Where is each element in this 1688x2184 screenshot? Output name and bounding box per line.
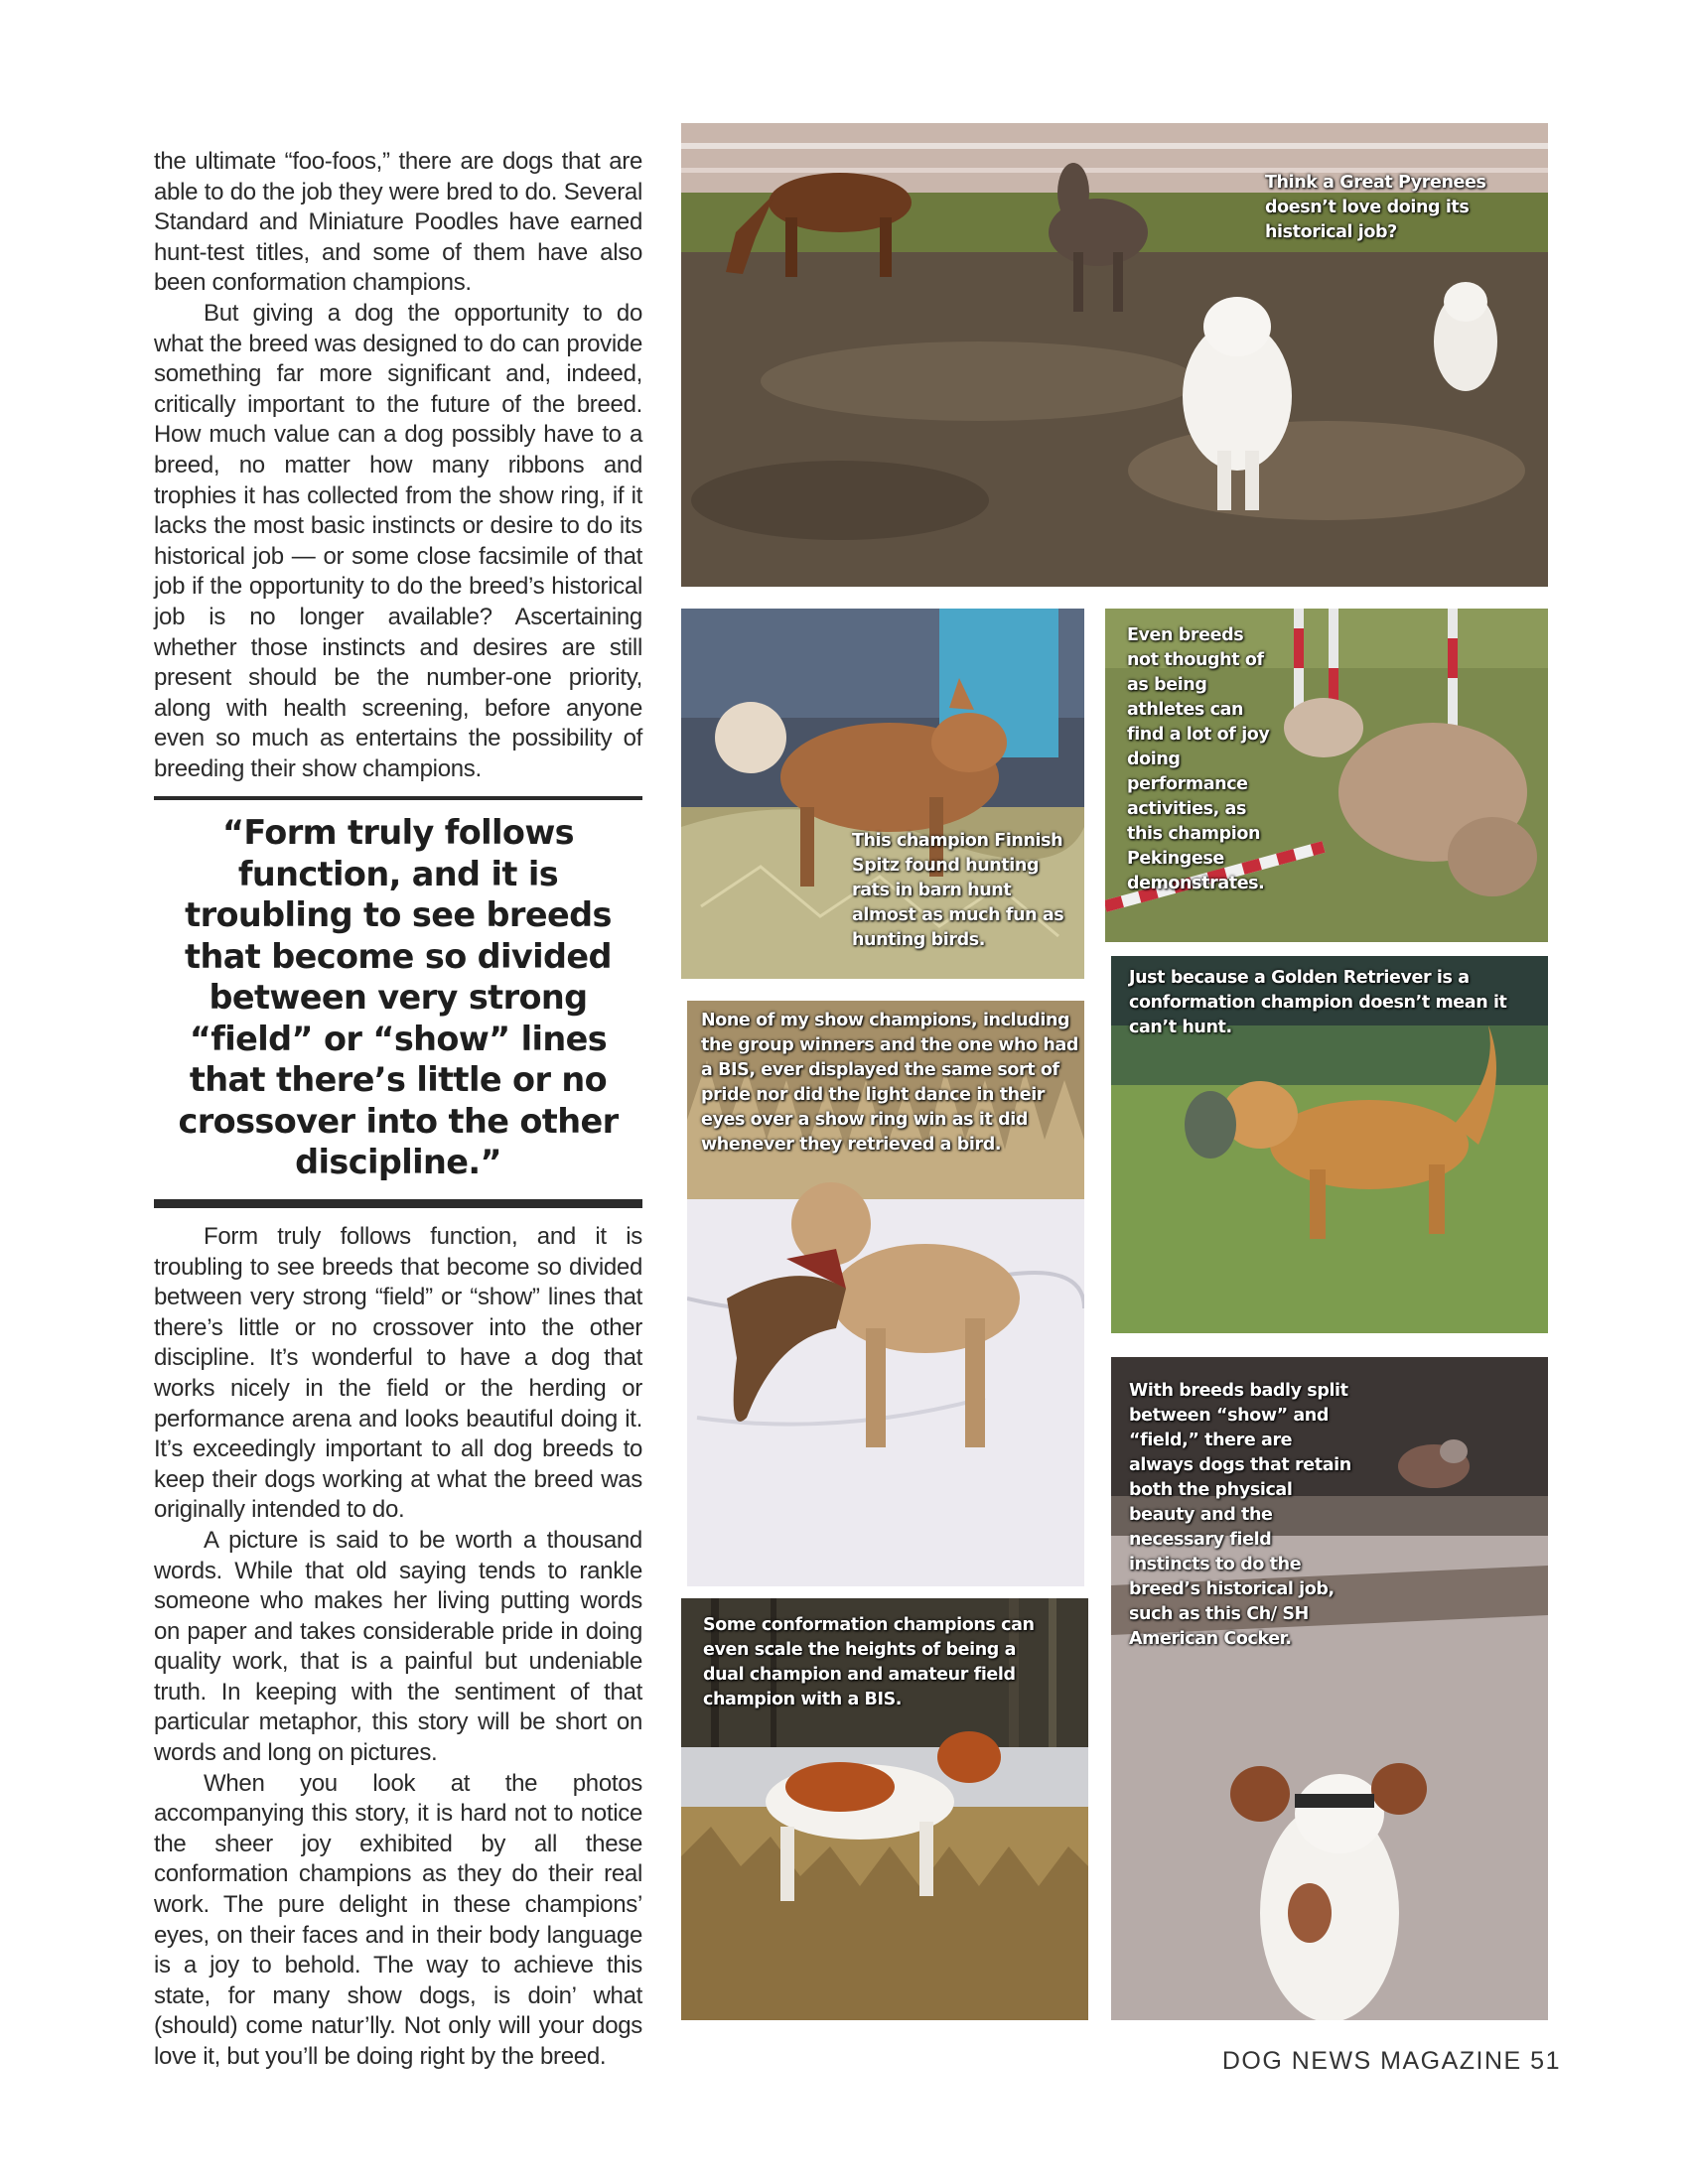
pull-quote: “Form truly follows function, and it is troubling to see breeds that become so divided between very strong “field” or “show” lines that there’s little or no crossover into the other discipline.”	[178, 813, 619, 1182]
body-paragraph: the ultimate “foo-foos,” there are dogs that are able to do the job they were bred to do. Several Standard and Miniature Poodles have earned hunt-test titles, and some of them have also been conformation champions.	[154, 148, 642, 297]
body-paragraph: Form truly follows function, and it is troubling to see breeds that become so divided between very strong “field” or “show” lines that there’s little or no crossover into the other discipline. It’s wonderful to have a dog that works nicely in the field or the herding or performance arena and looks beautiful doing it. It’s exceedingly important to all dog breeds to keep their dogs working at what the breed was originally intended to do.	[154, 1222, 642, 1524]
pull-quote-block	[154, 796, 642, 1208]
caption-golden: Just because a Golden Retriever is a conformation champion doesn’t mean it can’t hunt.	[1129, 968, 1507, 1037]
pull-quote-bottom-rule	[154, 1199, 642, 1208]
photo-labrador	[687, 1001, 1084, 1586]
caption-pyrenees: Think a Great Pyrenees doesn’t love doing its historical job?	[1265, 173, 1486, 242]
body-paragraph: When you look at the photos accompanying this story, it is hard not to notice the sheer joy exhibited by all these conformation champions as they do their real work. The pure delight in these champions’ eyes, on their faces and in their body language is a joy to behold. The way to achieve this state, for many show dogs, is doin’ what (should) come natur’lly. Not only will your dogs love it, but you’ll be doing right by the breed.	[154, 1769, 642, 2070]
article-text-column	[154, 147, 642, 2073]
photo-brittany	[681, 1598, 1088, 2020]
caption-pekingese: Even breeds not thought of as being athletes can find a lot of joy doing performance activities, as this champion Pekingese demonstrates.	[1127, 625, 1270, 893]
photo-finnish-spitz	[681, 609, 1084, 979]
photo-golden-retriever	[1111, 956, 1548, 1333]
caption-brittany: Some conformation champions can even scale the heights of being a dual champion and amateur field champion with a BIS.	[703, 1615, 1035, 1709]
page-footer: DOG NEWS MAGAZINE 51	[1221, 2047, 1561, 2075]
body-paragraph: But giving a dog the opportunity to do what the breed was designed to do can provide something far more significant and, indeed, critically important to the future of the breed. How much value can a dog possibly have to a breed, no matter how many ribbons and trophies it has collected from the show ring, if it lacks the most basic instincts or desire to do its historical job — or some close facsimile of that job if the opportunity to do the breed’s historical job is no longer available? Ascertaining whether those instincts and desires are still present should be the number-one priority, along with health screening, before anyone even so much as entertains the possibility of breeding their show champions.	[154, 299, 642, 782]
photo-pekingese	[1105, 609, 1548, 942]
photo-great-pyrenees	[681, 123, 1548, 587]
caption-cocker: With breeds badly split between “show” and “field,” there are always dogs that retain both the physical beauty and the necessary field instincts to do the breed’s historical job, such as this Ch/ SH American Cocker.	[1129, 1381, 1351, 1649]
body-paragraph: A picture is said to be worth a thousand words. While that old saying tends to rankle someone who makes her living putting words on paper and takes considerable pride in doing quality work, that is a painful but undeniable truth. In keeping with the sentiment of that particular metaphor, this story will be short on words and long on pictures.	[154, 1526, 642, 1767]
caption-finnish-spitz: This champion Finnish Spitz found hunting rats in barn hunt almost as much fun as hunting birds.	[852, 831, 1064, 950]
caption-labrador: None of my show champions, including the group winners and the one who had a BIS, ever displayed the same sort of pride nor did the light dance in their eyes over a show ring win as it did whenever they retrieved a bird.	[701, 1011, 1078, 1155]
photo-american-cocker	[1111, 1357, 1548, 2020]
